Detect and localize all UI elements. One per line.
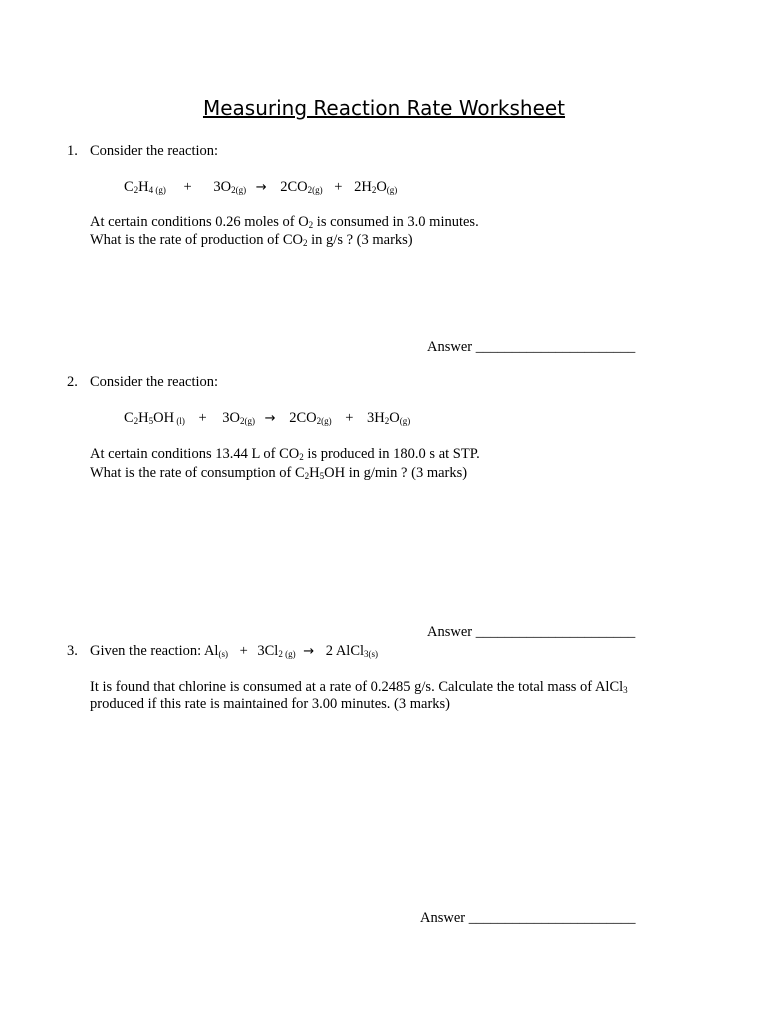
- reaction-arrow-icon: →: [303, 644, 315, 659]
- question-1-line-2: What is the rate of production of $CO_2$ in g/s ? (3 marks): [90, 232, 413, 248]
- question-3-prompt: Given the reaction: $Al_{(s)} + 3Cl_{2 (g)} \to 2$ AlCl$_{3(s)}$: [90, 643, 379, 659]
- question-2-equation: $C_2H_5OH$ $_{(l)} + 3O_{2(g)} \to 2CO_{2(g)} + 3H_2O_{(g)}$: [124, 410, 411, 426]
- question-3-line-1: It is found that chlorine is consumed at a rate of 0.2485 g/s. Calculate the total mass of AlCl$_3$: [90, 679, 628, 695]
- question-1-line-1: At certain conditions 0.26 moles of $O_2$ is consumed in 3.0 minutes.: [90, 214, 479, 230]
- question-1-equation: $C_2H_{4 (g)} + 3O_{2(g)} \to 2CO_{2(g)} + 2H_2O_{(g)}$: [124, 179, 398, 195]
- question-2-line-1: At certain conditions 13.44 L of $CO_2$ is produced in 180.0 s at STP.: [90, 446, 480, 462]
- question-3-line-2: produced if this rate is maintained for 3.00 minutes. (3 marks): [90, 696, 450, 712]
- question-3-answer-line[interactable]: Answer _______________________: [420, 910, 636, 926]
- question-2-number: 2.: [67, 374, 78, 390]
- question-1-number: 1.: [67, 143, 78, 159]
- reaction-arrow-icon: →: [264, 411, 276, 426]
- question-1-prompt: Consider the reaction:: [90, 143, 219, 159]
- question-2-answer-line[interactable]: Answer ______________________: [427, 624, 636, 640]
- reaction-arrow-icon: →: [255, 180, 267, 195]
- question-1-answer-line[interactable]: Answer ______________________: [427, 339, 636, 355]
- question-2-prompt: Consider the reaction:: [90, 374, 219, 390]
- question-2-line-2: What is the rate of consumption of $C_2H_5OH$ in g/min ? (3 marks): [90, 465, 468, 481]
- page-title: Measuring Reaction Rate Worksheet: [202, 96, 566, 120]
- question-3-number: 3.: [67, 643, 78, 659]
